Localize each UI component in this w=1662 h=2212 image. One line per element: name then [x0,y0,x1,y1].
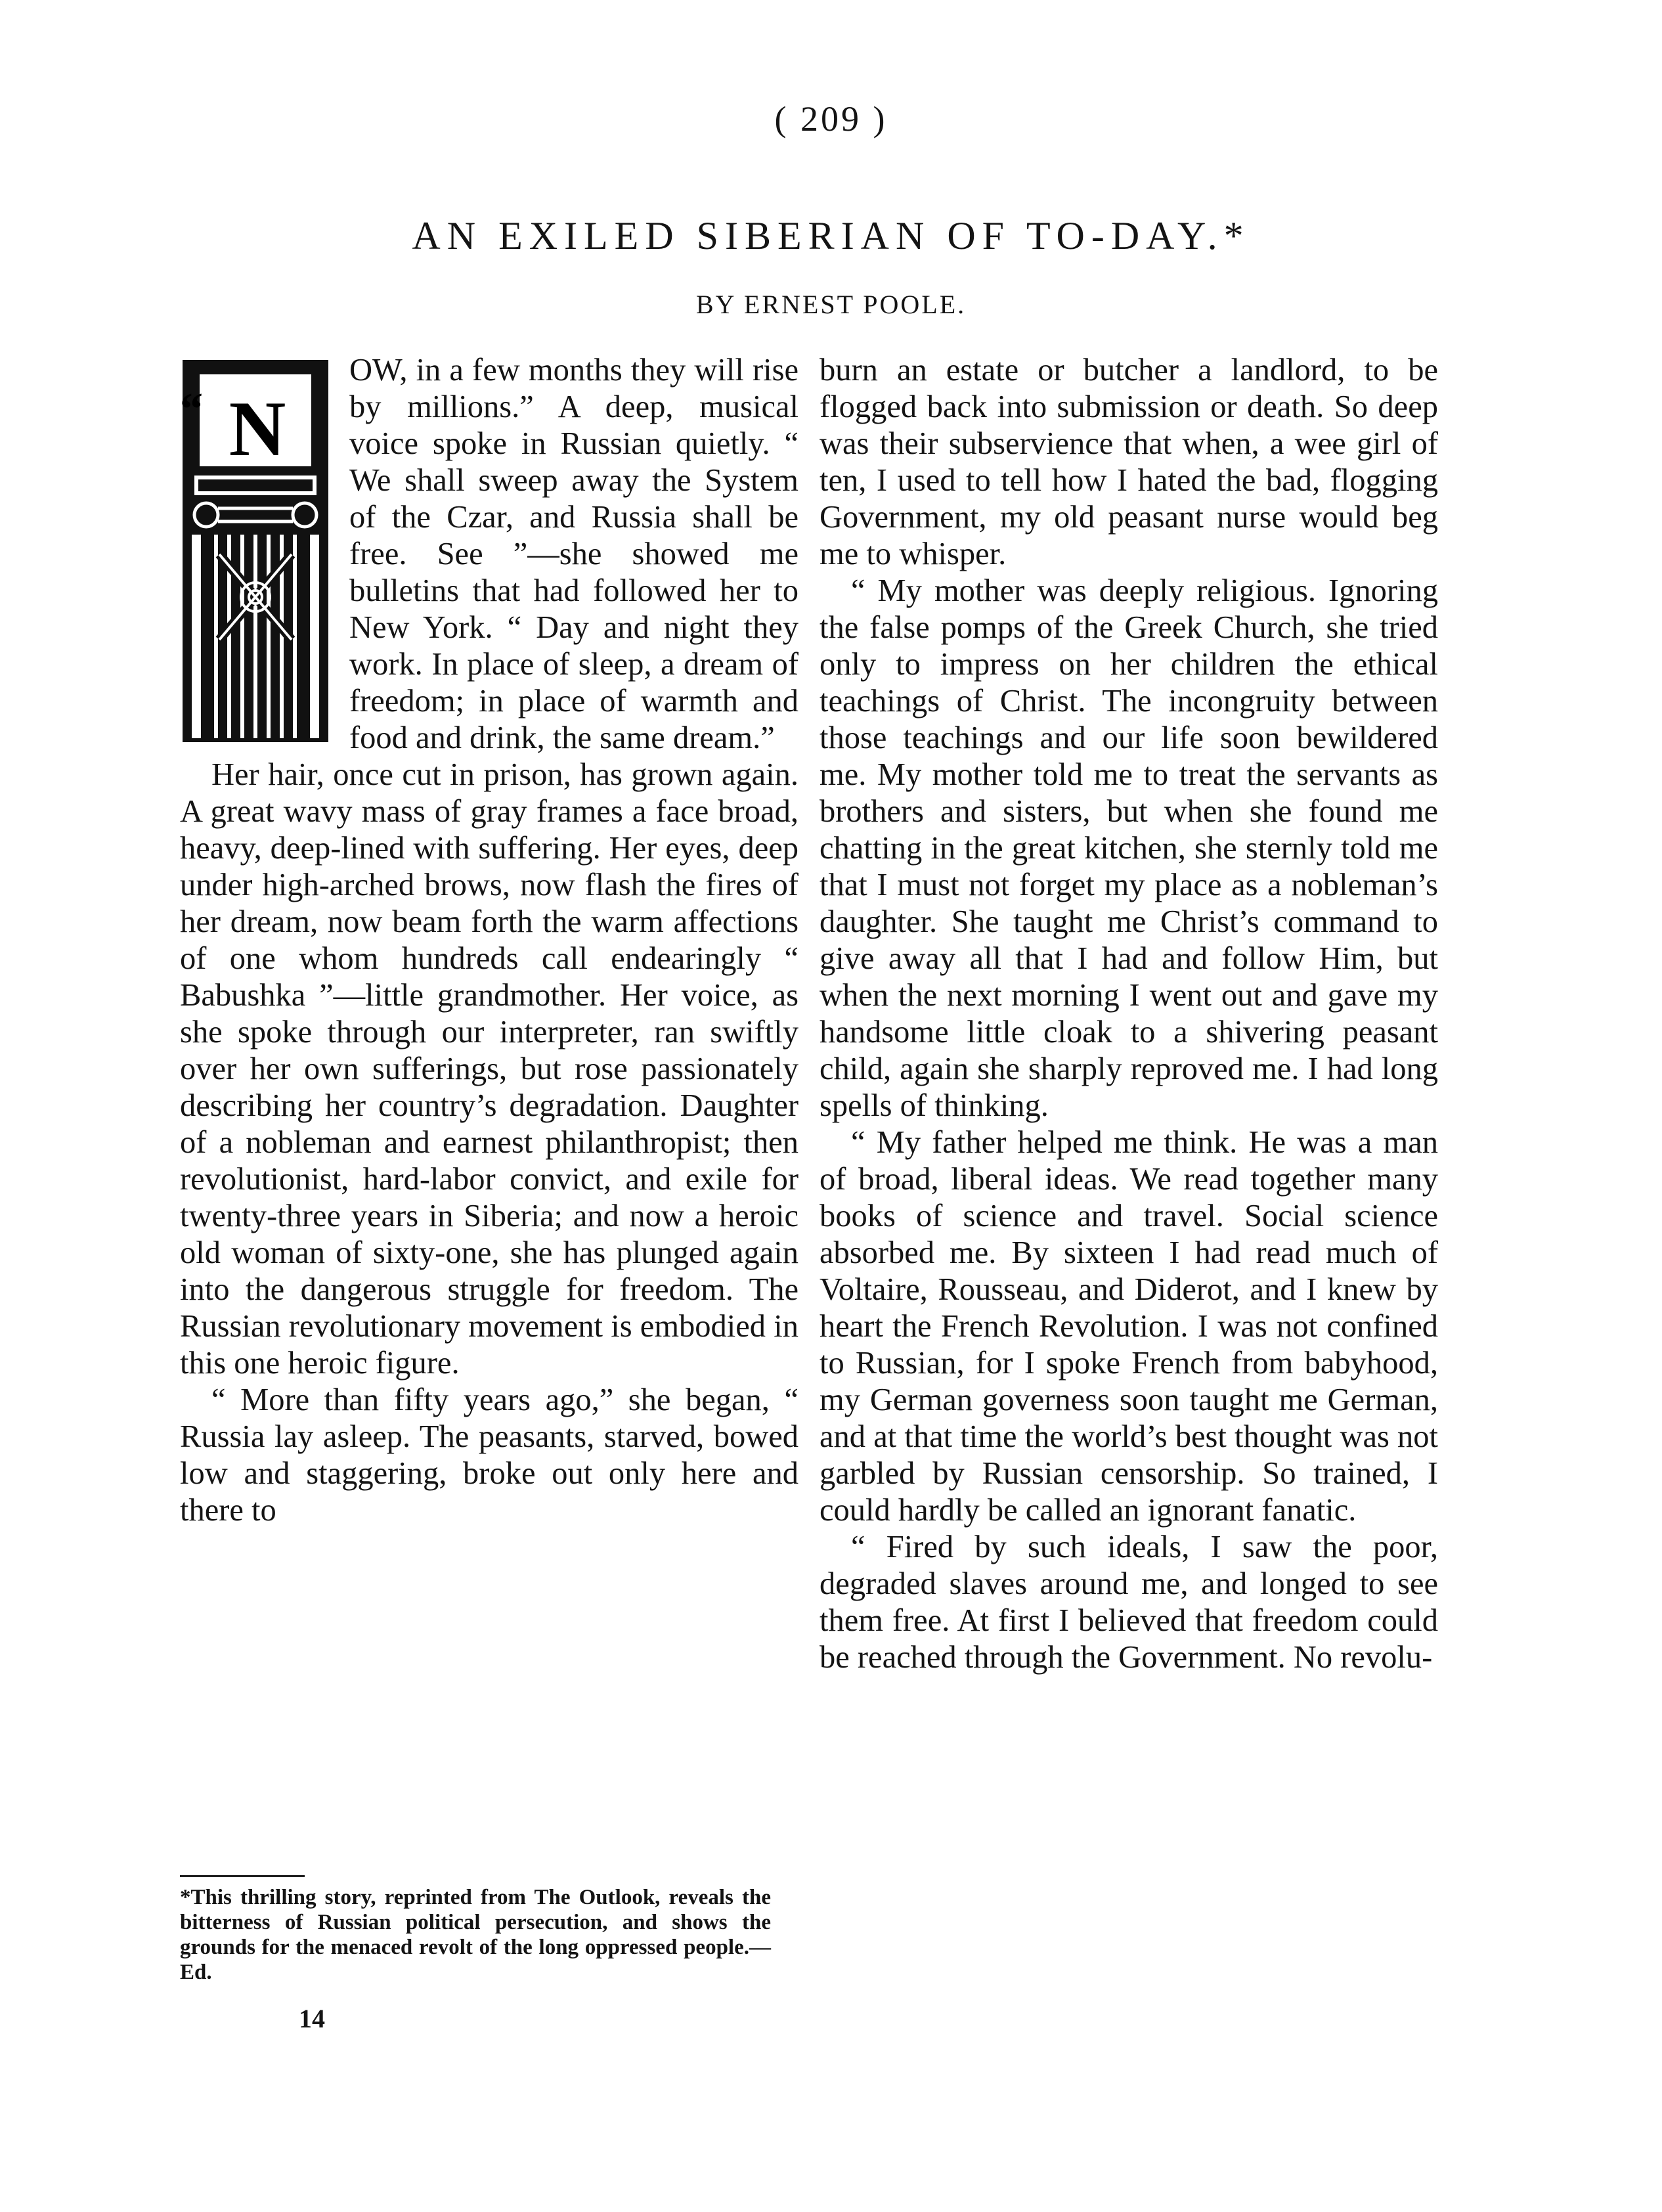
footnote: *This thrilling story, reprinted from The Outlook, reveals the bitterness of Russian political persecution, and shows the grounds for the menaced revolt of the long oppressed people.—Ed. [180,1886,771,1984]
ornamental-initial [180,357,331,745]
initial-letter: N [229,385,286,472]
paragraph: burn an estate or butcher a landlord, to be flogged back into submission or death. So deep was their subservience that when, a wee girl of ten, I used to tell how I hated the bad, flogging Government, my old peasant nurse would beg me to whisper. [820,353,1438,571]
right-column [820,352,1438,1676]
paragraph: “ My father helped me think. He was a man of broad, liberal ideas. We read together many books of science and travel. Social science absorbed me. By sixteen I had read much of Voltaire, Rousseau, and Diderot, and I knew by heart the French Revolution. I was not confined to Russian, for I spoke French from babyhood, my German governess soon taught me German, and at that time the world’s best thought was not garbled by Russian censorship. So trained, I could hardly be called an ignorant fanatic. [820,1125,1438,1528]
article-byline: BY ERNEST POOLE. [695,290,967,319]
page-number: ( 209 ) [774,99,888,139]
paragraph: “ My mother was deeply religious. Ignoring the false pomps of the Greek Church, she tried only to impress on her children the ethical teachings of Christ. The incongruity between those teachings and our life soon bewildered me. My mother told me to treat the servants as brothers and sisters, but when she found me chatting in the great kitchen, she sternly told me that I must not forget my place as a nobleman’s daughter. She taught me Christ’s command to give away all that I had and follow Him, but when the next morning I went out and gave my handsome little cloak to a shivering peasant child, again she sharply reproved me. I had long spells of thinking. [820,573,1438,1123]
paragraph: OW, in a few months they will rise by millions.” A deep, musical voice spoke in Russian quietly. “ We shall sweep away the System of the Czar, and Russia shall be free. See ”—she showed me bulletins that had followed her to New York. “ Day and night they work. In place of sleep, a dream of freedom; in place of warmth and food and drink, the same dream.” [349,353,798,755]
signature-mark: 14 [299,2004,325,2033]
paragraph: “ More than fifty years ago,” she began, “ Russia lay asleep. The peasants, starved, bowed low and staggering, broke out only here and there to [180,1382,798,1528]
paragraph: “ Fired by such ideals, I saw the poor, degraded slaves around me, and longed to see them free. At first I believed that freedom could be reached through the Government. No revolu- [820,1530,1438,1675]
paragraph: Her hair, once cut in prison, has grown again. A great wavy mass of gray frames a face broad, heavy, deep-lined with suffering. Her eyes, deep under high-arched brows, now flash the fires of her dream, now beam forth the warm affections of one whom hundreds call endearingly “ Babushka ”—little grandmother. Her voice, as she spoke through our interpreter, ran swiftly over her own sufferings, but rose passionately describing her country’s degradation. Daughter of a nobleman and earnest philanthropist; then revolutionist, hard-labor convict, and exile for twenty-three years in Siberia; and now a heroic old woman of sixty-one, she has plunged again into the dangerous struggle for freedom. The Russian revolutionary movement is embodied in this one heroic figure. [180,757,798,1381]
footnote-rule [180,1875,305,1877]
article-title: AN EXILED SIBERIAN OF TO-DAY.* [412,214,1250,257]
initial-quote-mark: “ [180,384,203,435]
left-column [180,352,798,1529]
